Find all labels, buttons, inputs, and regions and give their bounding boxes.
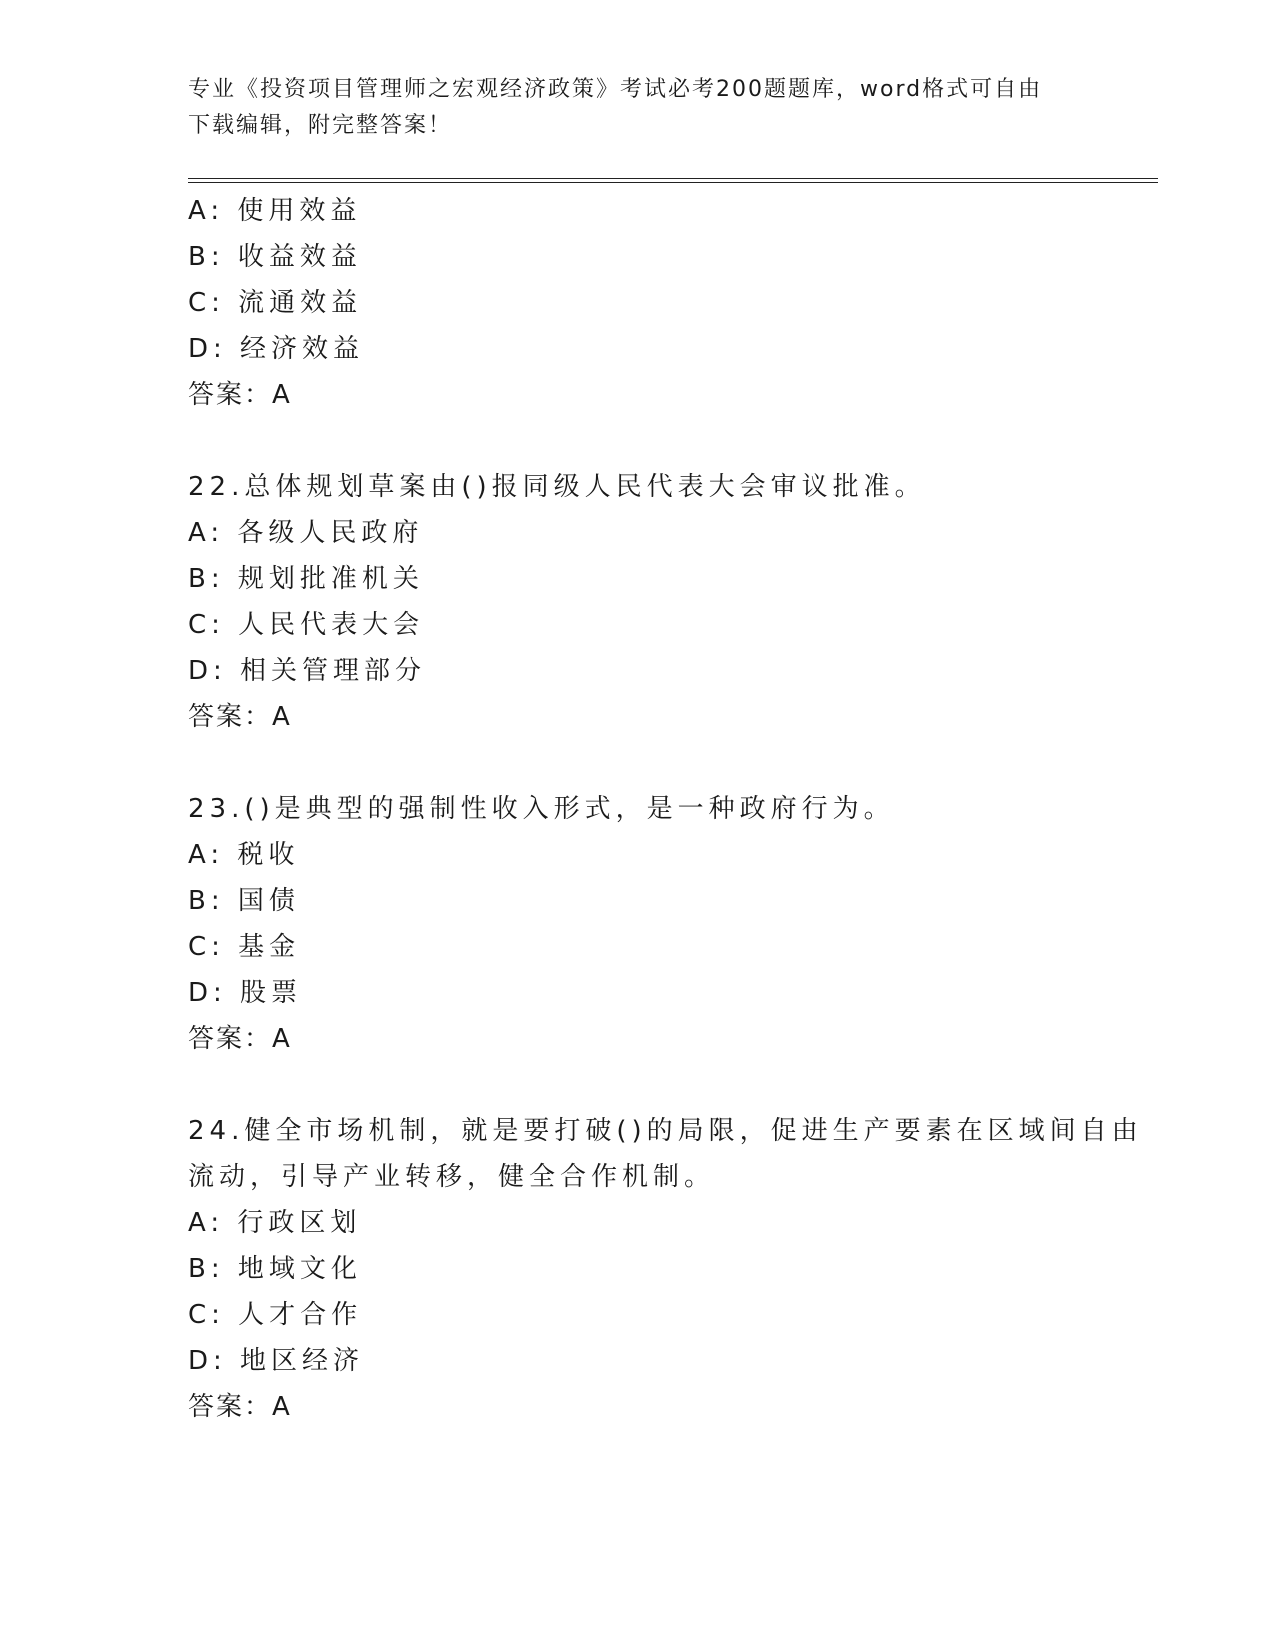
question-23 <box>188 786 1088 1062</box>
question-stem-line-1: 24.健全市场机制，就是要打破()的局限，促进生产要素在区域间自由 <box>188 1116 1143 1146</box>
option-c: C: 人民代表大会 <box>188 610 425 640</box>
option-b: B: 收益效益 <box>188 242 362 272</box>
question-22 <box>188 464 1088 740</box>
header-line-2: 下载编辑，附完整答案！ <box>188 113 453 138</box>
option-d: D: 经济效益 <box>188 334 365 364</box>
question-24 <box>188 1108 1143 1430</box>
header-line-1: 专业《投资项目管理师之宏观经济政策》考试必考200题题库，word格式可自由 <box>188 77 1043 102</box>
option-b: B: 规划批准机关 <box>188 564 424 594</box>
option-a: A: 各级人民政府 <box>188 518 424 548</box>
document-header <box>188 72 1088 144</box>
header-divider <box>188 178 1158 183</box>
option-a: A: 税收 <box>188 840 300 870</box>
option-c: C: 人才合作 <box>188 1300 363 1330</box>
option-a: A: 使用效益 <box>188 196 362 226</box>
question-stem: 22.总体规划草案由()报同级人民代表大会审议批准。 <box>188 472 926 502</box>
option-b: B: 地域文化 <box>188 1254 362 1284</box>
option-d: D: 股票 <box>188 978 303 1008</box>
question-stem-line-2: 流动，引导产业转移，健全合作机制。 <box>188 1162 716 1192</box>
answer-line: 答案：A <box>188 380 292 410</box>
option-d: D: 相关管理部分 <box>188 656 427 686</box>
option-c: C: 基金 <box>188 932 301 962</box>
option-d: D: 地区经济 <box>188 1346 365 1376</box>
answer-line: 答案：A <box>188 1392 292 1422</box>
question-stem: 23.()是典型的强制性收入形式，是一种政府行为。 <box>188 794 895 824</box>
option-a: A: 行政区划 <box>188 1208 362 1238</box>
answer-line: 答案：A <box>188 1024 292 1054</box>
question-21-continued <box>188 188 1088 418</box>
answer-line: 答案：A <box>188 702 292 732</box>
question-list <box>188 188 1143 1430</box>
option-b: B: 国债 <box>188 886 300 916</box>
option-c: C: 流通效益 <box>188 288 363 318</box>
